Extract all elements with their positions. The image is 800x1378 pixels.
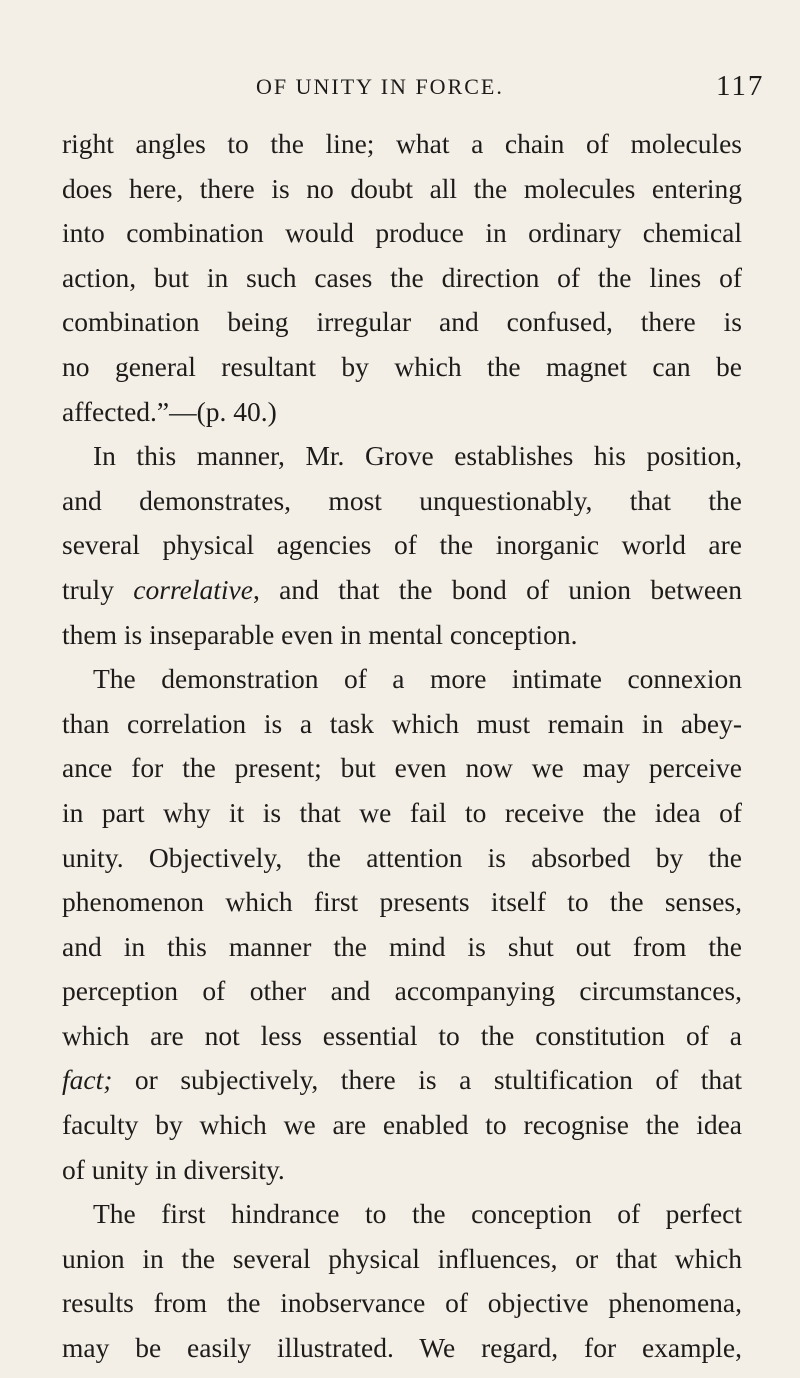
text-line: and in this manner the mind is shut out from the — [62, 930, 742, 962]
text-line — [62, 1058, 742, 1103]
text-line: which are not less essential to the constitution of a — [62, 1019, 742, 1051]
text-segment: , and that the bond of union between — [252, 573, 742, 605]
running-title: OF UNITY IN FORCE. — [256, 74, 504, 99]
text-line: no general resultant by which the magnet can be — [62, 350, 742, 382]
text-line: several physical agencies of the inorganic world are — [62, 529, 742, 561]
text-line: combination being irregular and confused, there is — [62, 306, 742, 338]
text-line: affected.”—(p. 40.) — [62, 395, 277, 427]
text-segment: truly — [62, 573, 134, 605]
text-line: phenomenon which first presents itself to the senses, — [62, 886, 742, 918]
text-line — [62, 568, 742, 613]
text-line: ance for the present; but even now we may perceive — [62, 752, 742, 784]
body-text — [62, 122, 742, 1371]
text-line: The demonstration of a more intimate connexion — [93, 663, 742, 695]
text-line: may be easily illustrated. We regard, for example, — [62, 1332, 742, 1364]
text-segment: or subjectively, there is a stultification of that — [112, 1064, 742, 1096]
text-line: of unity in diversity. — [62, 1153, 285, 1185]
text-line: The first hindrance to the conception of perfect — [93, 1198, 742, 1230]
text-line: perception of other and accompanying circumstances, — [62, 975, 742, 1007]
text-line: and demonstrates, most unquestionably, that the — [62, 484, 742, 516]
text-line: in part why it is that we fail to receive the idea of — [62, 796, 742, 828]
text-line: into combination would produce in ordinary chemical — [62, 217, 742, 249]
running-head — [0, 70, 800, 108]
text-line: does here, there is no doubt all the molecules entering — [62, 172, 742, 204]
page-number: 117 — [716, 70, 765, 102]
italic-term: fact; — [62, 1064, 113, 1096]
text-line: right angles to the line; what a chain of molecules — [62, 128, 742, 159]
italic-term: correlative — [133, 573, 253, 605]
text-line: union in the several physical influences, or that which — [62, 1242, 742, 1274]
text-line: unity. Objectively, the attention is absorbed by the — [62, 841, 742, 873]
text-line: In this manner, Mr. Grove establishes his position, — [93, 440, 742, 472]
text-line: action, but in such cases the direction of the lines of — [62, 261, 742, 293]
text-line: them is inseparable even in mental conception. — [62, 618, 578, 650]
text-line: than correlation is a task which must remain in abey- — [62, 707, 742, 739]
text-line: faculty by which we are enabled to recognise the idea — [62, 1109, 742, 1141]
text-line: results from the inobservance of objective phenomena, — [62, 1287, 742, 1319]
